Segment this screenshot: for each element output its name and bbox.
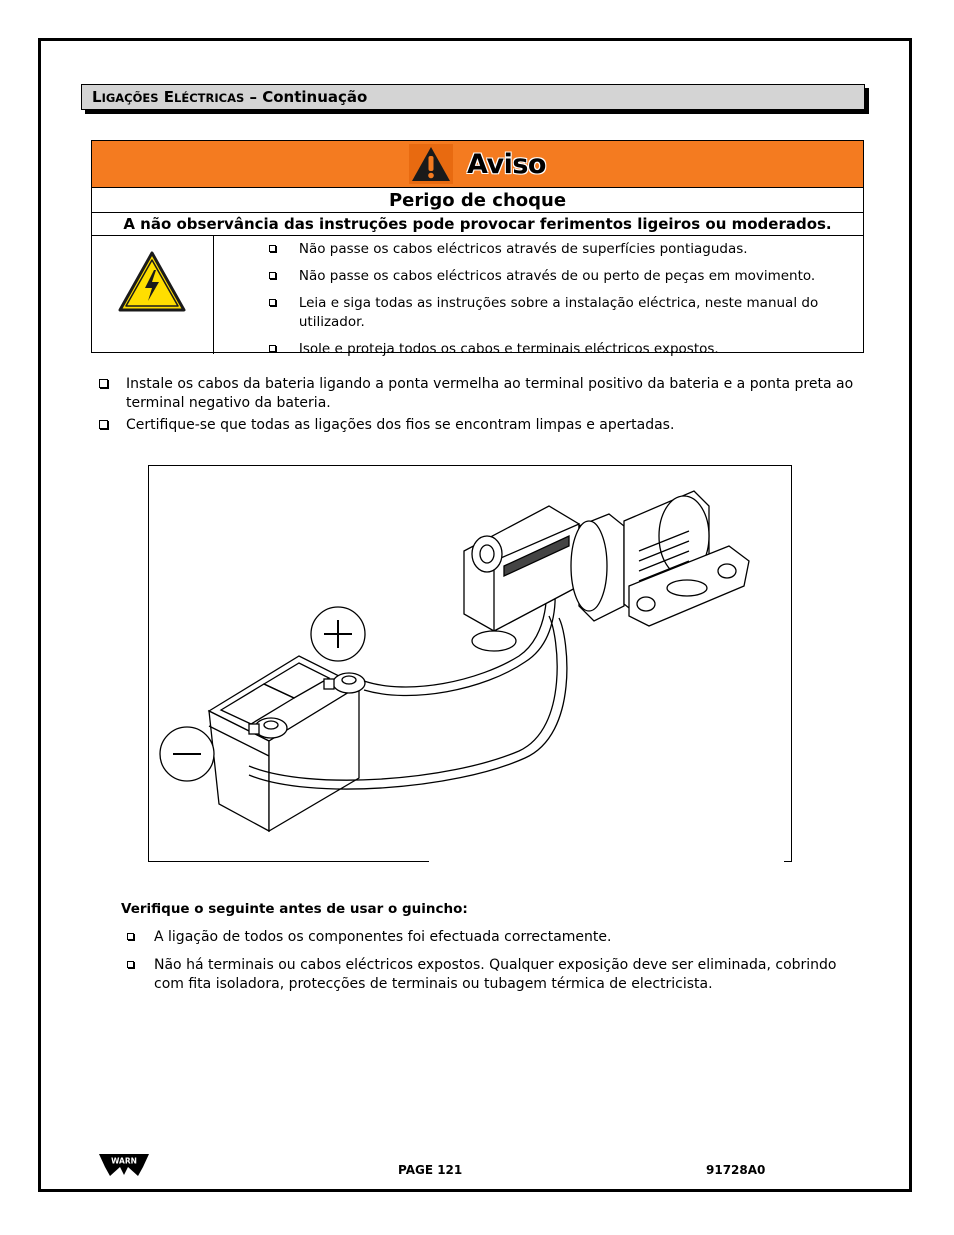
checkbox-bullet-icon (99, 420, 108, 429)
footer-page-number: PAGE 121 (398, 1163, 463, 1177)
checkbox-bullet-icon (127, 933, 134, 940)
verify-heading: Verifique o seguinte antes de usar o guincho: (121, 901, 468, 917)
instruction-item: Certifique-se que todas as ligações dos fios se encontram limpas e apertadas. (99, 416, 859, 435)
instruction-list (99, 375, 859, 438)
checkbox-bullet-icon (269, 245, 276, 252)
warning-icon-cell (92, 236, 214, 354)
verify-item: Não há terminais ou cabos eléctricos expostos. Qualquer exposição deve ser eliminada, cobrindo com fita isoladora, protecções de terminais ou tubagem térmica de electricista. (127, 956, 867, 994)
hazard-consequence: A não observância das instruções pode provocar ferimentos ligeiros ou moderados. (92, 213, 863, 236)
checkbox-bullet-icon (127, 961, 134, 968)
verify-item: A ligação de todos os componentes foi efectuada correctamente. (127, 928, 867, 947)
electric-shock-icon (117, 250, 187, 314)
signal-word: Aviso (467, 148, 546, 180)
warning-item: Leia e siga todas as instruções sobre a instalação eléctrica, neste manual do utilizador. (269, 294, 863, 332)
footer-doc-number: 91728A0 (706, 1163, 766, 1177)
warning-item: Não passe os cabos eléctricos através de ou perto de peças em movimento. (269, 267, 863, 286)
warning-banner (92, 141, 863, 188)
checkbox-bullet-icon (269, 299, 276, 306)
wiring-figure (148, 465, 792, 862)
warning-box (91, 140, 864, 357)
warning-triangle-icon (409, 144, 453, 184)
checkbox-bullet-icon (269, 345, 276, 352)
title-cap-2: E (163, 88, 175, 106)
section-header (81, 84, 865, 110)
warning-item: Isole e proteja todos os cabos e terminais eléctricos expostos. (269, 340, 863, 359)
title-suffix: – Continuação (244, 88, 368, 106)
negative-symbol-icon (160, 727, 214, 781)
hazard-name: Perigo de choque (92, 188, 863, 213)
winch-illustration (464, 491, 749, 651)
checkbox-bullet-icon (99, 379, 108, 388)
title-word-1: IGAÇÕES (101, 91, 159, 105)
warn-logo (98, 1153, 150, 1181)
title-cap-1: L (92, 88, 102, 106)
title-word-2: LÉCTRICAS (174, 91, 245, 105)
winch-battery-illustration (149, 466, 793, 863)
warn-logo-icon (98, 1153, 150, 1177)
checkbox-bullet-icon (269, 272, 276, 279)
instruction-item: Instale os cabos da bateria ligando a ponta vermelha ao terminal positivo da bateria e a ponta preta ao terminal negativo da bateria. (99, 375, 859, 413)
verify-list (127, 928, 867, 1003)
warning-body (92, 236, 863, 357)
warning-list (214, 236, 863, 357)
warning-item: Não passe os cabos eléctricos através de superfícies pontiagudas. (269, 240, 863, 259)
svg-text:WARN: WARN (111, 1156, 137, 1166)
positive-symbol-icon (311, 607, 365, 661)
